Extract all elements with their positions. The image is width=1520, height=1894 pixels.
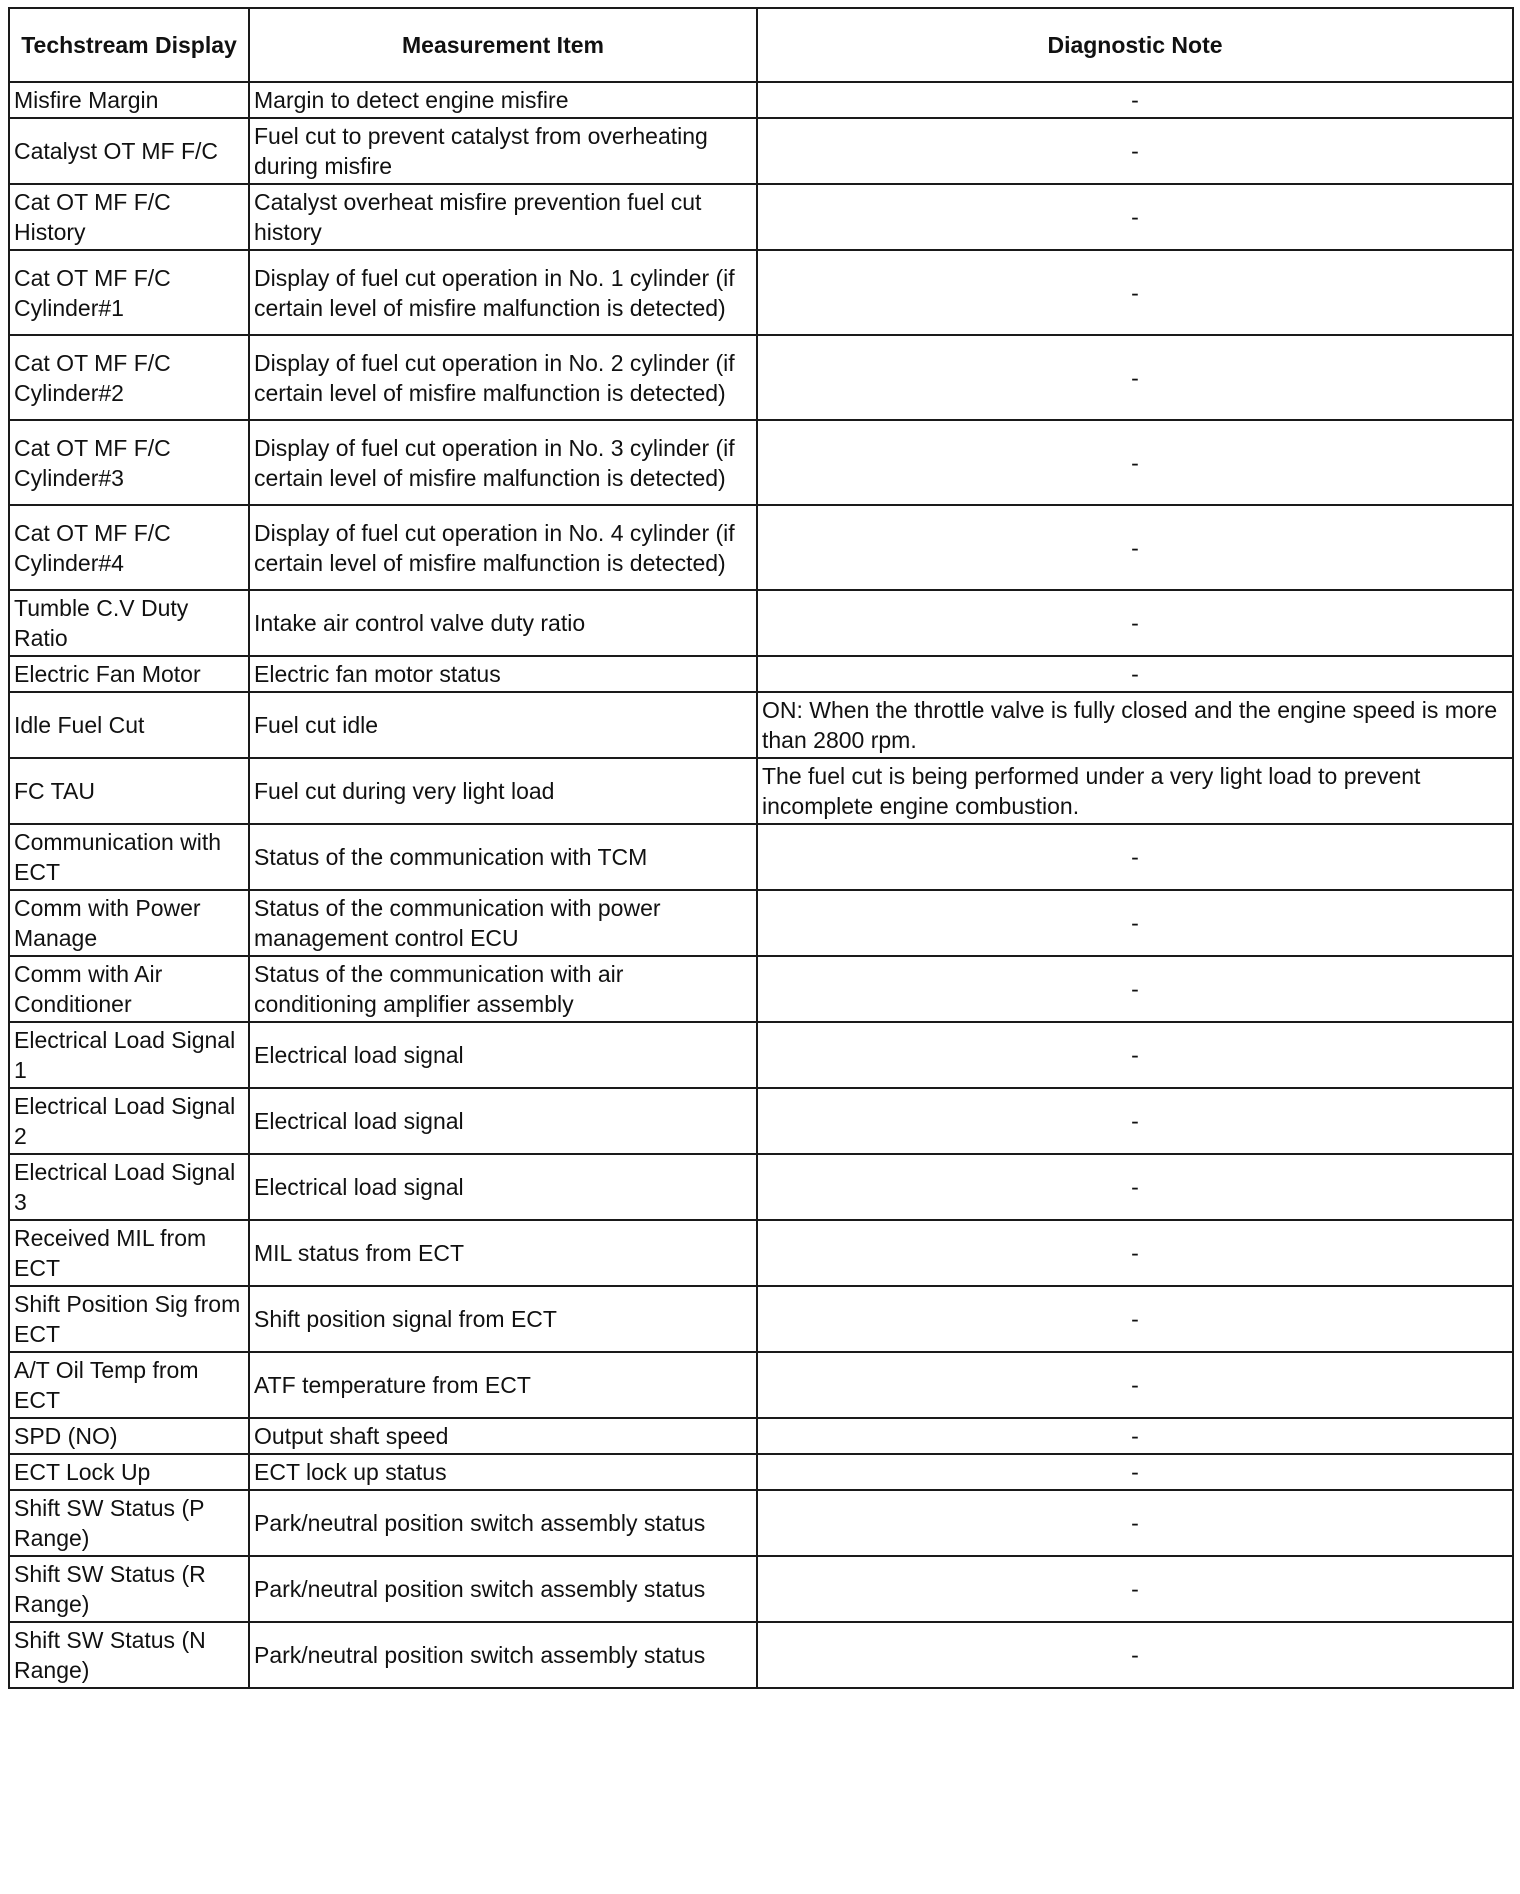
table-row xyxy=(9,1088,1513,1154)
header-techstream-display: Techstream Display xyxy=(9,8,249,82)
cell-display: Comm with Air Conditioner xyxy=(9,956,249,1022)
data-list-table xyxy=(8,7,1514,1689)
cell-note: - xyxy=(757,1352,1513,1418)
table-row xyxy=(9,1418,1513,1454)
cell-display: Shift SW Status (P Range) xyxy=(9,1490,249,1556)
table-row xyxy=(9,956,1513,1022)
cell-note: - xyxy=(757,956,1513,1022)
cell-item: Park/neutral position switch assembly status xyxy=(249,1556,757,1622)
table-row xyxy=(9,118,1513,184)
cell-display: FC TAU xyxy=(9,758,249,824)
cell-item: Fuel cut to prevent catalyst from overheating during misfire xyxy=(249,118,757,184)
table-row xyxy=(9,1556,1513,1622)
table-row xyxy=(9,692,1513,758)
cell-note: - xyxy=(757,1556,1513,1622)
cell-item: Electrical load signal xyxy=(249,1154,757,1220)
cell-note: ON: When the throttle valve is fully closed and the engine speed is more than 2800 rpm. xyxy=(757,692,1513,758)
table-row xyxy=(9,590,1513,656)
cell-note: - xyxy=(757,824,1513,890)
cell-note: - xyxy=(757,250,1513,335)
table-row xyxy=(9,824,1513,890)
cell-note: - xyxy=(757,1088,1513,1154)
cell-display: A/T Oil Temp from ECT xyxy=(9,1352,249,1418)
cell-item: Electrical load signal xyxy=(249,1088,757,1154)
table-row xyxy=(9,1220,1513,1286)
cell-item: MIL status from ECT xyxy=(249,1220,757,1286)
cell-note: - xyxy=(757,1622,1513,1688)
table-row xyxy=(9,1286,1513,1352)
table-row xyxy=(9,1154,1513,1220)
cell-display: Cat OT MF F/C Cylinder#3 xyxy=(9,420,249,505)
cell-display: Comm with Power Manage xyxy=(9,890,249,956)
cell-item: ECT lock up status xyxy=(249,1454,757,1490)
cell-note: - xyxy=(757,505,1513,590)
cell-item: Display of fuel cut operation in No. 1 cylinder (if certain level of misfire malfunction is detected) xyxy=(249,250,757,335)
cell-item: Display of fuel cut operation in No. 2 cylinder (if certain level of misfire malfunction is detected) xyxy=(249,335,757,420)
table-row xyxy=(9,1454,1513,1490)
cell-item: Catalyst overheat misfire prevention fuel cut history xyxy=(249,184,757,250)
cell-display: Idle Fuel Cut xyxy=(9,692,249,758)
cell-display: Tumble C.V Duty Ratio xyxy=(9,590,249,656)
cell-item: Electrical load signal xyxy=(249,1022,757,1088)
cell-display: Shift SW Status (R Range) xyxy=(9,1556,249,1622)
cell-display: Shift SW Status (N Range) xyxy=(9,1622,249,1688)
table-row xyxy=(9,1490,1513,1556)
table-row xyxy=(9,1622,1513,1688)
table-row xyxy=(9,656,1513,692)
table-row xyxy=(9,184,1513,250)
spec-table-container xyxy=(8,7,1514,1689)
cell-note: - xyxy=(757,335,1513,420)
table-row xyxy=(9,335,1513,420)
cell-note: - xyxy=(757,184,1513,250)
cell-item: Electric fan motor status xyxy=(249,656,757,692)
cell-item: Status of the communication with TCM xyxy=(249,824,757,890)
cell-item: Margin to detect engine misfire xyxy=(249,82,757,118)
cell-display: Received MIL from ECT xyxy=(9,1220,249,1286)
cell-display: Cat OT MF F/C Cylinder#2 xyxy=(9,335,249,420)
cell-note: - xyxy=(757,1154,1513,1220)
cell-note: - xyxy=(757,890,1513,956)
cell-display: Electrical Load Signal 1 xyxy=(9,1022,249,1088)
table-row xyxy=(9,890,1513,956)
cell-display: Cat OT MF F/C History xyxy=(9,184,249,250)
cell-display: Cat OT MF F/C Cylinder#1 xyxy=(9,250,249,335)
cell-note: - xyxy=(757,656,1513,692)
cell-item: Park/neutral position switch assembly status xyxy=(249,1490,757,1556)
cell-display: ECT Lock Up xyxy=(9,1454,249,1490)
cell-display: Misfire Margin xyxy=(9,82,249,118)
cell-item: Display of fuel cut operation in No. 3 cylinder (if certain level of misfire malfunction is detected) xyxy=(249,420,757,505)
cell-item: Display of fuel cut operation in No. 4 cylinder (if certain level of misfire malfunction is detected) xyxy=(249,505,757,590)
cell-display: Shift Position Sig from ECT xyxy=(9,1286,249,1352)
cell-item: Intake air control valve duty ratio xyxy=(249,590,757,656)
table-row xyxy=(9,1022,1513,1088)
table-row xyxy=(9,420,1513,505)
cell-item: Status of the communication with power management control ECU xyxy=(249,890,757,956)
cell-item: ATF temperature from ECT xyxy=(249,1352,757,1418)
cell-note: - xyxy=(757,1418,1513,1454)
table-row xyxy=(9,1352,1513,1418)
cell-note: - xyxy=(757,118,1513,184)
cell-note: The fuel cut is being performed under a very light load to prevent incomplete engine combustion. xyxy=(757,758,1513,824)
cell-display: SPD (NO) xyxy=(9,1418,249,1454)
header-measurement-item: Measurement Item xyxy=(249,8,757,82)
cell-display: Electrical Load Signal 2 xyxy=(9,1088,249,1154)
cell-display: Electrical Load Signal 3 xyxy=(9,1154,249,1220)
cell-item: Output shaft speed xyxy=(249,1418,757,1454)
table-row xyxy=(9,758,1513,824)
cell-display: Electric Fan Motor xyxy=(9,656,249,692)
cell-note: - xyxy=(757,1286,1513,1352)
cell-note: - xyxy=(757,82,1513,118)
header-diagnostic-note: Diagnostic Note xyxy=(757,8,1513,82)
cell-item: Fuel cut during very light load xyxy=(249,758,757,824)
table-header-row xyxy=(9,8,1513,82)
cell-item: Shift position signal from ECT xyxy=(249,1286,757,1352)
cell-note: - xyxy=(757,1220,1513,1286)
table-row xyxy=(9,250,1513,335)
table-row xyxy=(9,505,1513,590)
table-row xyxy=(9,82,1513,118)
cell-display: Catalyst OT MF F/C xyxy=(9,118,249,184)
cell-item: Park/neutral position switch assembly status xyxy=(249,1622,757,1688)
cell-note: - xyxy=(757,1490,1513,1556)
cell-note: - xyxy=(757,590,1513,656)
cell-display: Cat OT MF F/C Cylinder#4 xyxy=(9,505,249,590)
cell-display: Communication with ECT xyxy=(9,824,249,890)
cell-item: Fuel cut idle xyxy=(249,692,757,758)
cell-note: - xyxy=(757,1022,1513,1088)
cell-note: - xyxy=(757,420,1513,505)
cell-note: - xyxy=(757,1454,1513,1490)
cell-item: Status of the communication with air conditioning amplifier assembly xyxy=(249,956,757,1022)
